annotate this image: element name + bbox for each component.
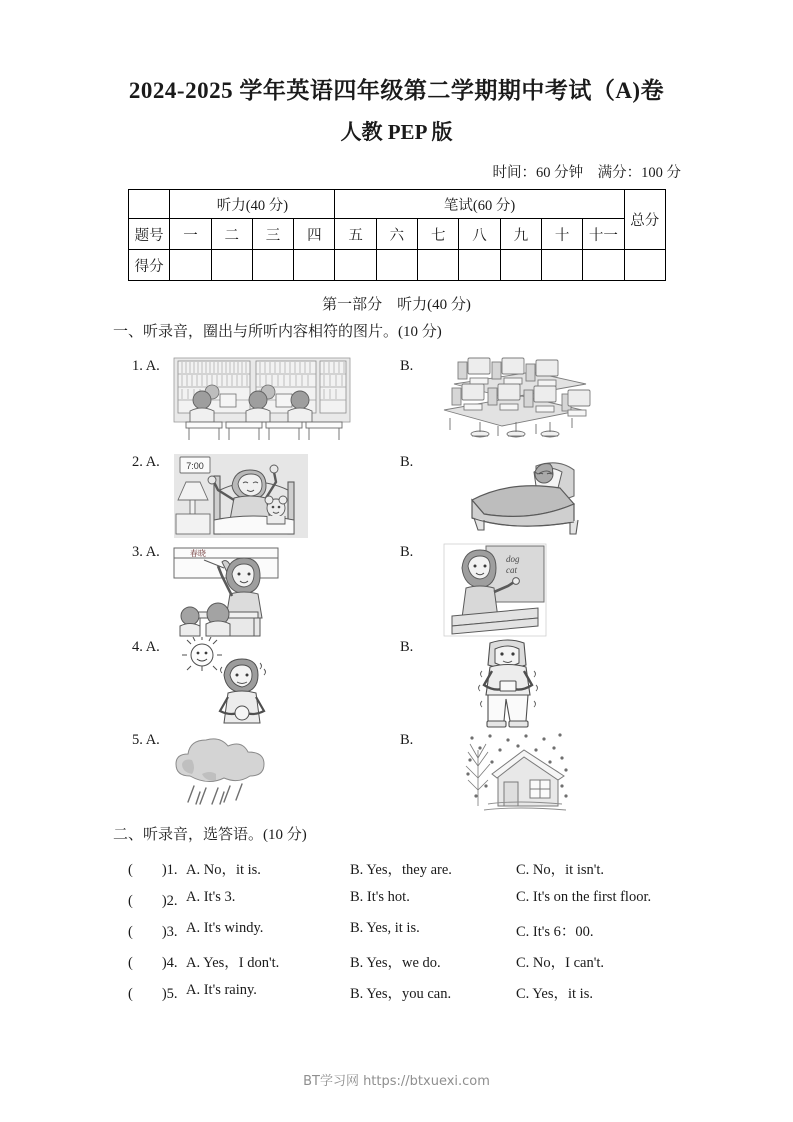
choice-question-1-option-b[interactable]: B. Yes，they are.	[350, 862, 452, 878]
rainy-cloud-scene-image	[168, 730, 278, 818]
section-one-heading: 一、听录音，圈出与所听内容相符的图片。(10 分)	[113, 324, 442, 340]
picture-question-2-label-a: 2. A.	[132, 454, 160, 470]
choice-question-2-option-b[interactable]: B. It's hot.	[350, 889, 410, 905]
picture-question-4	[132, 637, 672, 729]
picture-question-1-label-a: 1. A.	[132, 358, 160, 374]
score-table-score-6[interactable]	[376, 250, 417, 281]
score-table-score-11[interactable]	[583, 250, 624, 281]
score-table-listening-header: 听力(40 分)	[170, 190, 335, 219]
score-table-number-9: 九	[500, 219, 541, 250]
part-one-title: 第一部分 听力(40 分)	[322, 297, 471, 313]
choice-question-5	[128, 982, 688, 1012]
picture-question-4-label-a: 4. A.	[132, 639, 160, 655]
picture-question-2	[132, 452, 672, 544]
choice-question-5-option-b[interactable]: B. Yes，you can.	[350, 986, 452, 1002]
score-table-number-6: 六	[376, 219, 417, 250]
page-subtitle: 人教 PEP 版	[340, 120, 453, 144]
score-table-number-1: 一	[170, 219, 211, 250]
choice-question-4-bracket[interactable]: ( )4.	[128, 955, 178, 971]
score-table-score-9[interactable]	[500, 250, 541, 281]
score-table-number-10: 十	[541, 219, 582, 250]
picture-question-5-label-b: B.	[400, 732, 414, 748]
picture-question-1-label-b: B.	[400, 358, 414, 374]
score-table	[128, 189, 666, 281]
score-table-number-11: 十一	[583, 219, 624, 250]
choice-question-5-option-c[interactable]: C. Yes，it is.	[516, 986, 593, 1002]
choice-question-2	[128, 889, 688, 919]
alarm-clock-time: 7:00	[186, 461, 204, 471]
choice-question-1	[128, 858, 688, 888]
score-table-score-label: 得分	[129, 250, 170, 281]
choice-question-3-option-a[interactable]: A. It's windy.	[186, 920, 264, 936]
choice-question-2-bracket[interactable]: ( )2.	[128, 893, 178, 909]
picture-question-3	[132, 542, 672, 634]
library-scene-image	[172, 356, 352, 444]
blackboard-text-chinese: 春晓	[190, 549, 206, 558]
choice-question-2-option-a[interactable]: A. It's 3.	[186, 889, 236, 905]
picture-question-4-label-b: B.	[400, 639, 414, 655]
score-table-total-header: 总分	[624, 190, 665, 250]
cold-weather-scene-image	[462, 637, 554, 729]
picture-question-3-label-b: B.	[400, 544, 414, 560]
score-table-score-3[interactable]	[252, 250, 293, 281]
page-title: 2024-2025 学年英语四年级第二学期期中考试（A)卷	[128, 78, 665, 103]
hot-weather-scene-image	[172, 637, 292, 727]
score-table-number-2: 二	[211, 219, 252, 250]
score-table-number-row	[129, 219, 666, 250]
section-two-heading: 二、听录音，选答语。(10 分)	[113, 827, 307, 843]
choice-question-3-bracket[interactable]: ( )3.	[128, 924, 178, 940]
score-table-corner-cell	[129, 190, 170, 219]
score-table-score-10[interactable]	[541, 250, 582, 281]
picture-question-3-label-a: 3. A.	[132, 544, 160, 560]
score-table-score-1[interactable]	[170, 250, 211, 281]
wake-up-scene-image	[172, 452, 310, 540]
blackboard-text-cat: cat	[506, 565, 517, 575]
choice-question-1-option-c[interactable]: C. No，it isn't.	[516, 862, 605, 878]
score-table-group-row	[129, 190, 666, 219]
score-table-number-4: 四	[294, 219, 335, 250]
choice-question-2-option-c[interactable]: C. It's on the first floor.	[516, 889, 652, 905]
score-table-score-row	[129, 250, 666, 281]
score-table-written-header: 笔试(60 分)	[335, 190, 624, 219]
score-table-score-5[interactable]	[335, 250, 376, 281]
score-table-number-5: 五	[335, 219, 376, 250]
picture-question-1	[132, 356, 672, 448]
choice-question-3	[128, 920, 688, 950]
chinese-class-scene-image	[168, 542, 288, 638]
exam-meta-line: 时间：60 分钟 满分：100 分	[492, 165, 681, 181]
english-class-scene-image	[442, 542, 548, 638]
score-table-number-label: 题号	[129, 219, 170, 250]
blackboard-text-dog: dog	[506, 554, 520, 564]
snowy-house-scene-image	[462, 730, 570, 818]
picture-question-5	[132, 730, 672, 822]
score-table-number-7: 七	[418, 219, 459, 250]
choice-question-4	[128, 951, 688, 981]
choice-question-3-option-c[interactable]: C. It's 6：00.	[516, 924, 594, 940]
choice-question-1-bracket[interactable]: ( )1.	[128, 862, 178, 878]
picture-question-5-label-a: 5. A.	[132, 732, 160, 748]
choice-question-4-option-c[interactable]: C. No，I can't.	[516, 955, 604, 971]
score-table-number-8: 八	[459, 219, 500, 250]
score-table-score-8[interactable]	[459, 250, 500, 281]
score-table-score-7[interactable]	[418, 250, 459, 281]
sleeping-bed-scene-image	[462, 452, 592, 540]
choice-question-5-option-a[interactable]: A. It's rainy.	[186, 982, 257, 998]
score-table-number-3: 三	[252, 219, 293, 250]
score-table-total-value[interactable]	[624, 250, 665, 281]
choice-question-4-option-b[interactable]: B. Yes，we do.	[350, 955, 441, 971]
choice-question-4-option-a[interactable]: A. Yes，I don't.	[186, 955, 280, 971]
computer-room-scene-image	[436, 356, 596, 444]
score-table-score-4[interactable]	[294, 250, 335, 281]
score-table-score-2[interactable]	[211, 250, 252, 281]
choice-question-5-bracket[interactable]: ( )5.	[128, 986, 178, 1002]
choice-question-1-option-a[interactable]: A. No，it is.	[186, 862, 261, 878]
picture-question-2-label-b: B.	[400, 454, 414, 470]
choice-question-3-option-b[interactable]: B. Yes, it is.	[350, 920, 420, 936]
footer-watermark: BT学习网 https://btxuexi.com	[303, 1074, 490, 1089]
